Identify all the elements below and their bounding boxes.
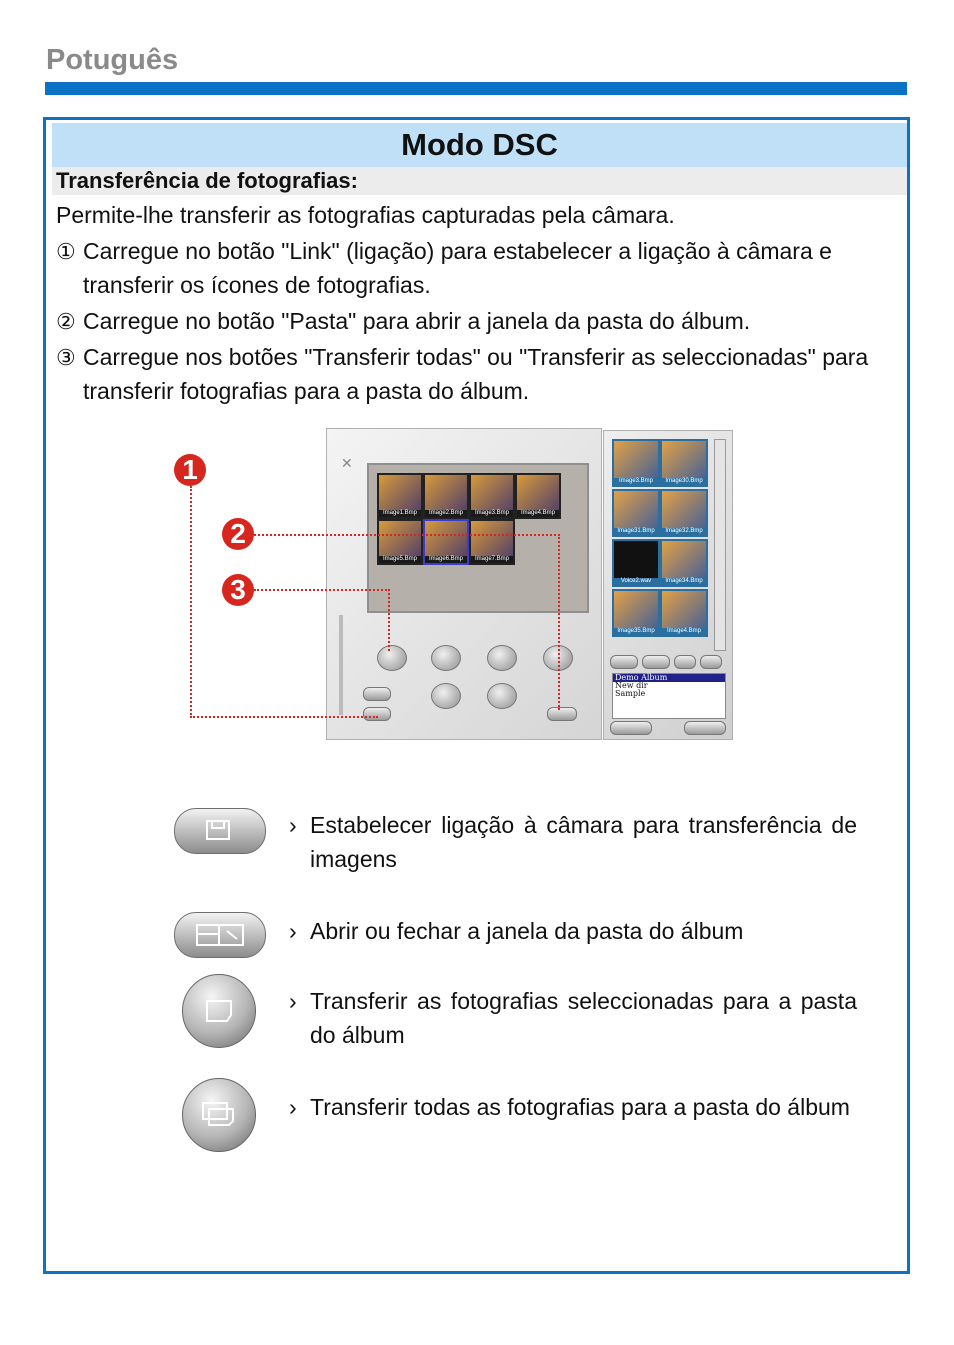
content-frame — [43, 117, 910, 1274]
bullet-arrow-icon: › — [289, 1094, 297, 1120]
photo-thumbnail[interactable]: Image7.Bmp — [469, 519, 515, 565]
language-heading: Potuguês — [46, 44, 179, 76]
album-list-item[interactable]: New dir — [615, 681, 648, 690]
album-panel — [603, 430, 733, 740]
legend-text: Estabelecer ligação à câmara para transferência de imagens — [310, 812, 857, 872]
step-number: ① — [56, 239, 76, 264]
callout-1: 1 — [174, 454, 206, 486]
album-view-button[interactable] — [610, 655, 638, 669]
intro-text: Permite-lhe transferir as fotografias capturadas pela câmara. — [56, 202, 675, 228]
step-1 — [56, 234, 902, 298]
step-3 — [56, 340, 902, 404]
album-list-item[interactable]: Demo Album — [613, 674, 725, 682]
album-delete-button[interactable] — [700, 655, 722, 669]
album-audio-item[interactable]: Voice2.wav — [612, 539, 660, 587]
album-list-item[interactable]: Sample — [615, 689, 646, 698]
step-number: ③ — [56, 345, 76, 370]
section-subtitle: Transferência de fotografias: — [52, 167, 907, 195]
section-title: Modo DSC — [52, 123, 907, 167]
legend-item — [291, 914, 857, 948]
bullet-arrow-icon: › — [289, 988, 297, 1014]
transfer-selected-button-icon — [182, 974, 256, 1048]
legend-text: Transferir as fotografias seleccionadas para a pasta do álbum — [310, 988, 857, 1048]
photo-thumbnail[interactable]: Image1.Bmp — [377, 473, 423, 519]
album-copy-button[interactable] — [674, 655, 696, 669]
callout-3: 3 — [222, 574, 254, 606]
callout-1-leader — [190, 486, 192, 718]
album-list[interactable] — [612, 673, 726, 719]
transfer-all-button-icon — [182, 1078, 256, 1152]
legend-text: Abrir ou fechar a janela da pasta do álbum — [310, 918, 744, 944]
link-button[interactable] — [363, 707, 391, 721]
play-button[interactable] — [487, 645, 517, 671]
photo-thumbnail[interactable]: Image3.Bmp — [469, 473, 515, 519]
album-folder-button[interactable] — [547, 707, 577, 721]
step-number: ② — [56, 309, 76, 334]
step-text: Carregue nos botões "Transferir todas" ou "Transferir as seleccionadas" para transferir fotografias para a pasta do álbum. — [83, 344, 869, 404]
album-edit-button[interactable] — [642, 655, 670, 669]
legend-item — [291, 984, 857, 1052]
album-scrollbar[interactable] — [714, 439, 726, 651]
callout-2-leader — [558, 534, 560, 710]
photo-thumbnail[interactable]: Image2.Bmp — [423, 473, 469, 519]
transfer-all-button[interactable] — [377, 645, 407, 671]
stop-button[interactable] — [431, 645, 461, 671]
camera-software-window — [326, 428, 602, 740]
callout-1-leader — [190, 716, 378, 718]
step-text: Carregue no botão "Pasta" para abrir a janela da pasta do álbum. — [83, 308, 751, 334]
step-2 — [56, 304, 902, 339]
bullet-arrow-icon: › — [289, 812, 297, 838]
album-back-button[interactable] — [610, 721, 652, 735]
step-text: Carregue no botão "Link" (ligação) para estabelecer a ligação à câmara e transferir os ícones de fotografias. — [83, 238, 832, 298]
callout-2-leader — [254, 534, 560, 536]
album-thumbnail[interactable]: Image30.Bmp — [660, 439, 708, 487]
photo-thumbnail[interactable]: Image6.Bmp — [423, 519, 469, 565]
album-thumbnail[interactable]: Image34.Bmp — [660, 539, 708, 587]
callout-2: 2 — [222, 518, 254, 550]
album-thumbnail[interactable]: Image31.Bmp — [612, 489, 660, 537]
album-trash-button[interactable] — [684, 721, 726, 735]
album-folder-button-icon — [174, 912, 266, 958]
legend-item — [291, 808, 857, 876]
callout-3-leader — [254, 589, 390, 591]
zoom-button[interactable] — [363, 687, 391, 701]
album-thumbnail[interactable]: Image35.Bmp — [612, 589, 660, 637]
thumbnail-screen — [367, 463, 589, 613]
close-icon[interactable]: ✕ — [341, 455, 353, 471]
album-thumbnail[interactable]: Image3.Bmp — [612, 439, 660, 487]
photo-thumbnail[interactable]: Image4.Bmp — [515, 473, 561, 519]
photo-thumbnail[interactable]: Image5.Bmp — [377, 519, 423, 565]
callout-3-leader — [388, 589, 390, 651]
transfer-selected-button[interactable] — [487, 683, 517, 709]
volume-slider[interactable] — [339, 615, 343, 715]
header-rule — [45, 82, 907, 95]
bullet-arrow-icon: › — [289, 918, 297, 944]
album-thumbnail[interactable]: Image4.Bmp — [660, 589, 708, 637]
album-thumbnail[interactable]: Image32.Bmp — [660, 489, 708, 537]
settings-button[interactable] — [431, 683, 461, 709]
link-button-icon — [174, 808, 266, 854]
legend-text: Transferir todas as fotografias para a pasta do álbum — [310, 1094, 850, 1120]
legend-item — [291, 1090, 857, 1124]
